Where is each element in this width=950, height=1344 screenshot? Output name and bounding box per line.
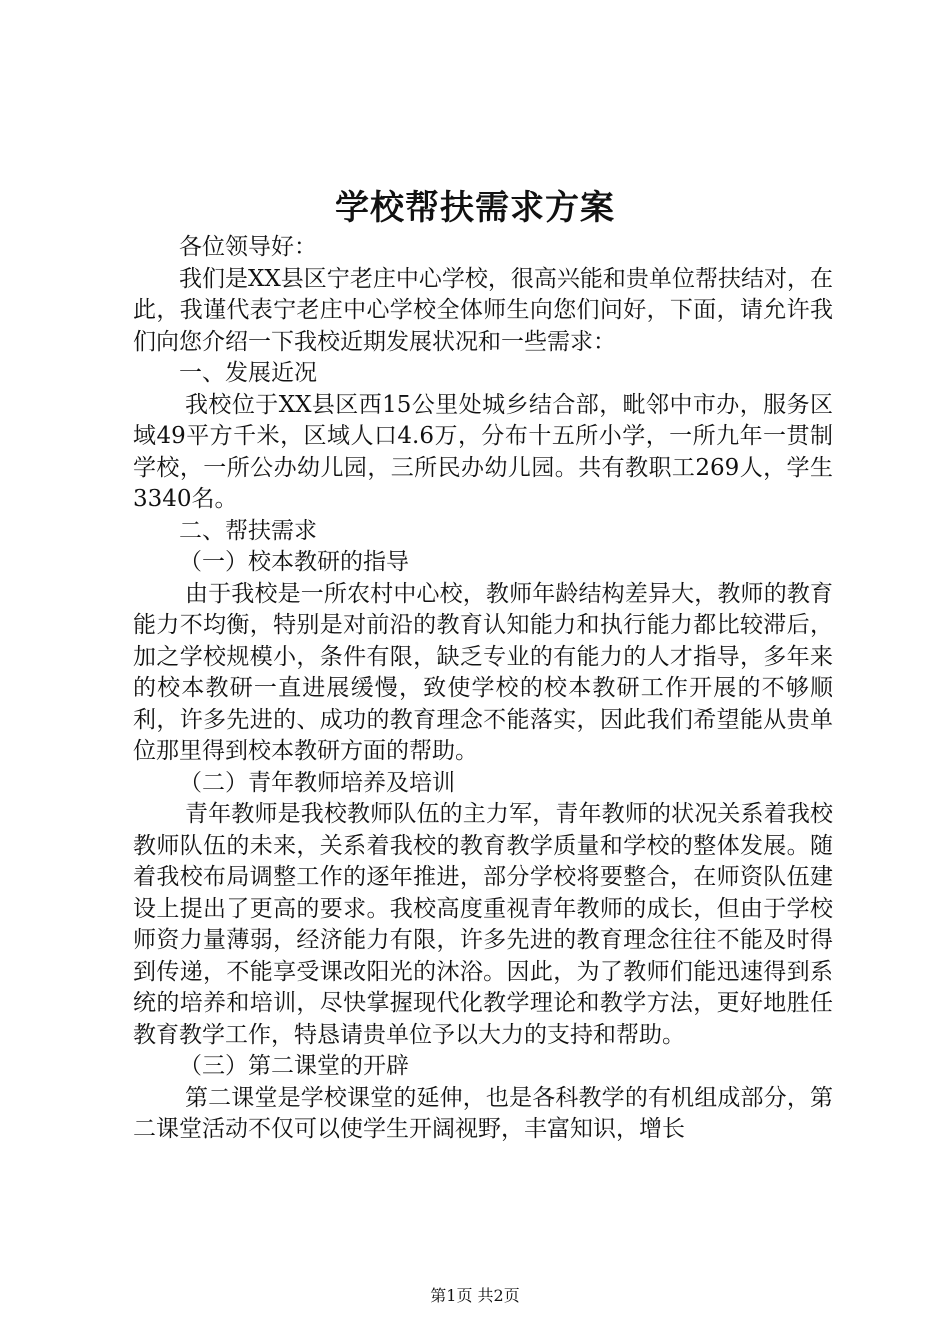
second-classroom-paragraph: 第二课堂是学校课堂的延伸，也是各科教学的有机组成部分，第二课堂活动不仅可以使学生开阔视野，丰富知识，增长 bbox=[133, 1084, 833, 1142]
section-heading-needs: 二、帮扶需求 bbox=[179, 517, 317, 544]
subsection-heading-school-research: （一）校本教研的指导 bbox=[179, 549, 409, 575]
subsection-heading-second-classroom: （三）第二课堂的开辟 bbox=[179, 1053, 409, 1079]
subsection-heading-young-teachers: （二）青年教师培养及培训 bbox=[179, 769, 455, 796]
intro-paragraph: 我们是XX县区宁老庄中心学校，很高兴能和贵单位帮扶结对，在此，我谨代表宁老庄中心学校全体师生向您们问好，下面，请允许我们向您介绍一下我校近期发展状况和一些需求： bbox=[133, 265, 833, 355]
document-body bbox=[133, 232, 833, 1146]
young-teachers-paragraph: 青年教师是我校教师队伍的主力军，青年教师的状况关系着我校教师队伍的未来，关系着我校的教育教学质量和学校的整体发展。随着我校布局调整工作的逐年推进，部分学校将要整合，在师资队伍建设上提出了更高的要求。我校高度重视青年教师的成长，但由于学校师资力量薄弱，经济能力有限，许多先进的教育理念往往不能及时得到传递，不能享受课改阳光的沐浴。因此，为了教师们能迅速得到系统的培养和培训，尽快掌握现代化教学理论和教学方法，更好地胜任教育教学工作，特恳请贵单位予以大力的支持和帮助。 bbox=[133, 801, 833, 1048]
document-title: 学校帮扶需求方案 bbox=[335, 188, 615, 228]
greeting-paragraph: 各位领导好： bbox=[179, 234, 317, 260]
school-research-paragraph: 由于我校是一所农村中心校，教师年龄结构差异大，教师的教育能力不均衡，特别是对前沿的教育认知能力和执行能力都比较滞后，加之学校规模小，条件有限，缺乏专业的有能力的人才指导，多年来的校本教研一直进展缓慢，致使学校的校本教研工作开展的不够顺利，许多先进的、成功的教育理念不能落实，因此我们希望能从贵单位那里得到校本教研方面的帮助。 bbox=[133, 580, 833, 764]
section-heading-development: 一、发展近况 bbox=[179, 360, 317, 386]
page-footer: 第1页 共2页 bbox=[430, 1286, 520, 1305]
development-paragraph: 我校位于XX县区西15公里处城乡结合部，毗邻中市办，服务区域49平方千米，区域人口4.6万，分布十五所小学，一所九年一贯制学校，一所公办幼儿园，三所民办幼儿园。共有教职工269人，学生3340名。 bbox=[133, 391, 833, 512]
